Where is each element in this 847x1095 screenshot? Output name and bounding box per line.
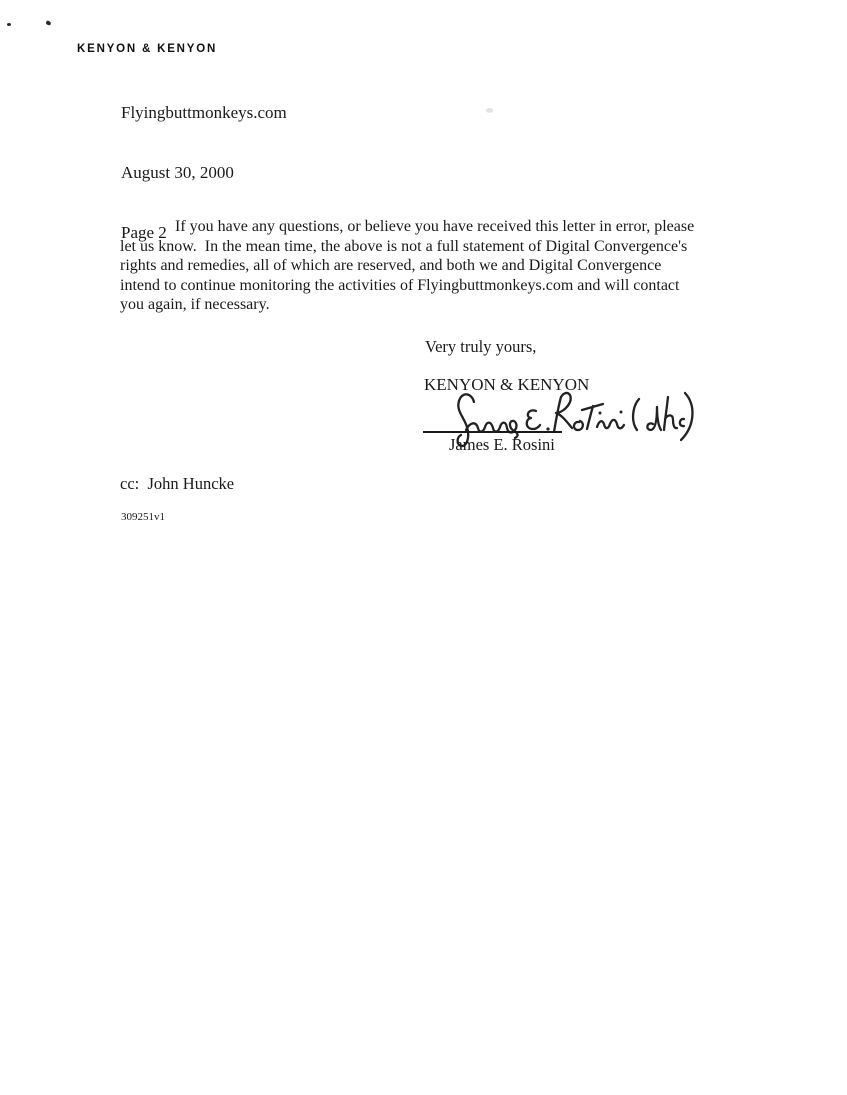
paragraph-line: let us know. In the mean time, the above is not a full statement of Digital Convergence's	[120, 237, 688, 255]
page-number-line: Page 2	[121, 223, 167, 242]
paragraph-line: If you have any questions, or believe you have received this letter in error, please	[175, 218, 695, 235]
date-line: August 30, 2000	[121, 163, 234, 182]
document-number: 309251v1	[121, 511, 165, 523]
scan-speck	[486, 108, 493, 113]
paragraph-line: you again, if necessary.	[120, 296, 270, 314]
letterhead-firm-name: KENYON & KENYON	[77, 43, 218, 55]
cc-line: cc: John Huncke	[120, 474, 235, 493]
scan-speck	[45, 20, 51, 26]
scan-speck	[7, 23, 11, 26]
valediction: Very truly yours,	[425, 337, 537, 356]
closing-firm-name: KENYON & KENYON	[424, 375, 590, 394]
signed-name: James E. Rosini	[449, 435, 555, 454]
body-paragraph	[120, 217, 740, 315]
paragraph-line: intend to continue monitoring the activities of Flyingbuttmonkeys.com and will contact	[120, 276, 680, 294]
signature-line	[423, 431, 562, 433]
recipient-line: Flyingbuttmonkeys.com	[121, 103, 287, 122]
paragraph-line: rights and remedies, all of which are reserved, and both we and Digital Convergence	[120, 257, 662, 275]
